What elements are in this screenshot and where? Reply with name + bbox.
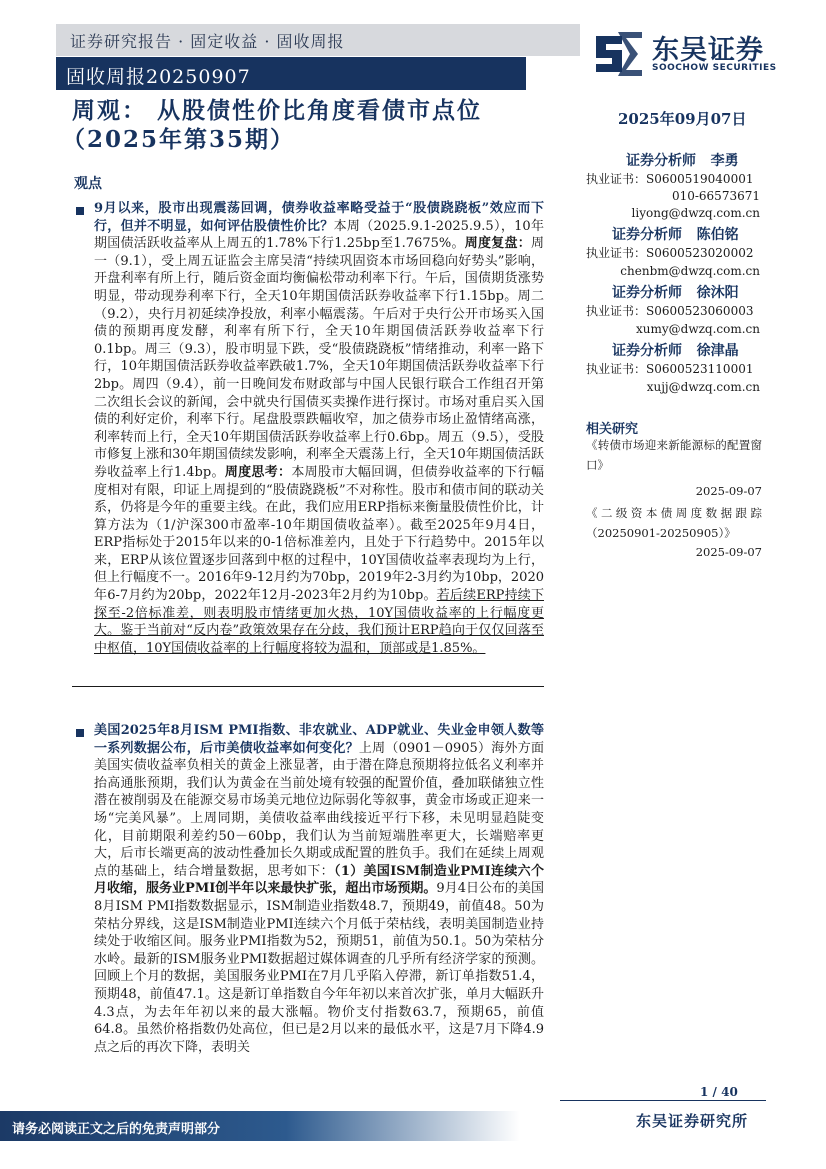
analyst-role: 证券分析师 bbox=[626, 153, 696, 169]
analyst-3-role-name bbox=[612, 282, 739, 302]
divider bbox=[72, 686, 544, 687]
paragraph-lead: 9月以来，股市出现震荡回调，债券收益率略受益于“股债跷跷板”效应而下行，但并不明显，如何评估股债性价比？ bbox=[94, 201, 544, 234]
paragraph-text: 本周股市大幅回调，但债券收益率的下行幅度相对有限，印证上周提到的“股债跷跷板”不对称性。股市和债市间的联动关系，仍将是今年的重要主线。在此，我们应用ERP指标来衡量股债性价比，计算方法为（1/沪深300市盈率-10年期国债收益率）。截至2025年9月4日，ERP指标处于2015年以来的0-1倍标准差内，且处于下行趋势中。2015年以来，ERP从该位置逐步回落到中枢的过程中，10Y国债收益率表现均为上行，但上行幅度不一。2016年9-12月约为70bp，2019年2-3月约为10bp，2020年6-7月约为20bp，2022年12月-2023年2月约为10bp。 bbox=[94, 464, 544, 604]
report-id-bar bbox=[56, 57, 526, 90]
footer-divider bbox=[560, 1100, 766, 1101]
disclaimer-text[interactable]: 请务必阅读正文之后的免责声明部分 bbox=[12, 1122, 221, 1137]
disclaimer-bar bbox=[0, 1111, 520, 1141]
paragraph-text: 周一（9.1），受上周五证监会主席吴清“持续巩固资本市场回稳向好势头”影响，开盘利率有所上行，随后资金面均衡偏松带动利率下行。午后，国债期货涨势明显，带动现券利率下行，全天10年期国债活跃券收益率下行1.15bp。周二（9.2），央行月初延续净投放，利率小幅震荡。午后对于央行公开市场买入国债的预期再度发酵，利率有所下行，全天10年期国债活跃券收益率下行0.1bp。周三（9.3），股市明显下跌，受“股债跷跷板”情绪推动，利率一路下行，10年期国债活跃券收益率跌破1.7%，全天10年期国债活跃券收益率下行2bp。周四（9.4），前一日晚间发布财政部与中国人民银行联合工作组召开第二次组长会议的新闻，会中就央行国债买卖操作进行探讨。市场对重启买入国债的利好定价，利率下行。尾盘股票跌幅收窄，加之债券市场止盈情绪高涨，利率转而上行，全天10年期国债活跃券收益率上行0.6bp。周五（9.5），受股市修复上涨和30年期国债续发影响，利率全天震荡上行，全天10年期国债活跃券收益率上行1.4bp。 bbox=[94, 236, 544, 480]
paragraph-text: 本周（2025.9.1-2025.9.5），10年期国债活跃收益率从上周五的1.78%下行1.25bp至1.7675%。 bbox=[94, 218, 544, 252]
analyst-name: 徐津晶 bbox=[696, 343, 739, 359]
analyst-4-email[interactable]: xujj@dwzq.com.cn bbox=[646, 380, 760, 394]
analyst-4-role-name bbox=[612, 340, 739, 360]
analyst-name: 徐沐阳 bbox=[696, 285, 739, 301]
bullet-icon bbox=[76, 729, 84, 737]
page-title: 周观： 从股债性价比角度看债市点位 bbox=[72, 97, 483, 124]
related-item-1-date: 2025-09-07 bbox=[695, 484, 762, 498]
analyst-2-role-name bbox=[612, 224, 739, 244]
related-item-2[interactable]: 《二级资本债周度数据跟踪（20250901-20250905）》 bbox=[586, 506, 762, 540]
analyst-1-license: 执业证书：S0600519040001 bbox=[586, 172, 754, 186]
analyst-role: 证券分析师 bbox=[612, 285, 682, 301]
logo-text-cn: 东吴证券 bbox=[652, 35, 764, 66]
paragraph-text: 9月4日公布的美国8月ISM PMI指数数据显示，ISM制造业指数48.7，预期49，前值48。50为荣枯分界线，这是ISM制造业PMI连续六个月低于荣枯线，表明美国制造业持续处于收缩区间。服务业PMI指数为52，预期51，前值为50.1。50为荣枯分水岭。最新的ISM服务业PMI数据超过媒体调查的几乎所有经济学家的预测。回顾上个月的数据，美国服务业PMI在7月几乎陷入停滞，新订单指数51.4，预期48，前值47.1。这是新订单指数自今年年初以来首次扩张，单月大幅跃升4.3点，为去年年初以来的最大涨幅。物价支付指数63.7，预期65，前值64.8。虽然价格指数仍处高位，但已是2月以来的最低水平，这是7月下降4.9点之后的再次下降，表明关 bbox=[94, 881, 544, 1055]
viewpoint-paragraph-2 bbox=[94, 722, 544, 1056]
breadcrumb-bar bbox=[56, 24, 580, 56]
analyst-role: 证券分析师 bbox=[612, 227, 682, 243]
analyst-2-license: 执业证书：S0600523020002 bbox=[586, 246, 754, 260]
analyst-role: 证券分析师 bbox=[612, 343, 682, 359]
related-item-2-date: 2025-09-07 bbox=[695, 545, 762, 559]
review-label: 周度复盘： bbox=[464, 236, 531, 252]
think-label: 周度思考： bbox=[224, 464, 292, 480]
analyst-1-phone: 010-66573671 bbox=[671, 189, 760, 203]
page-subtitle: （2025年第35期） bbox=[62, 126, 296, 153]
analyst-name: 李勇 bbox=[710, 153, 739, 169]
paragraph-lead: 美国2025年8月ISM PMI指数、非农就业、ADP就业、失业金申领人数等一系列数据公布，后市美债收益率如何变化？ bbox=[94, 723, 544, 756]
related-item-1[interactable]: 《转债市场迎来新能源标的配置窗口》 bbox=[586, 438, 762, 472]
conclusion-text: 若后续ERP持续下探至-2倍标准差，则表明股市情绪更加火热，10Y国债收益率的上行幅度更大。鉴于当前对“反内卷”政策效果存在分歧，我们预计ERP趋向于仅仅回落至中枢值，10Y国债收益率的上行幅度将较为温和，顶部或是1.85%。 bbox=[94, 588, 544, 656]
analyst-1-email[interactable]: liyong@dwzq.com.cn bbox=[631, 206, 760, 220]
analyst-3-email[interactable]: xumy@dwzq.com.cn bbox=[635, 322, 760, 336]
viewpoint-label: 观点 bbox=[74, 176, 102, 192]
logo-text-en: SOOCHOW SECURITIES bbox=[652, 63, 777, 73]
analyst-2-email[interactable]: chenbm@dwzq.com.cn bbox=[620, 264, 760, 278]
paragraph-text: 上周（0901－0905）海外方面美国实债收益率负相关的黄金上涨显著，由于潜在降息预期将拉低名义利率并抬高通胀预期，我们认为黄金在当前处境有较强的配置价值，叠加联储独立性潜在被削弱及在能源交易市场美元地位边际弱化等叙事，黄金市场或正迎来一场“完美风暴”。上周同期，美债收益率曲线接近平行下移，未见明显趋陡变化，目前期限利差约50－60bp，我们认为当前短端胜率更大，长端赔率更大，后市长端更高的波动性叠加长久期或成配置的胜负手。我们在延续上周观点的基础上，结合增量数据，思考如下： bbox=[94, 740, 544, 879]
breadcrumb: 证券研究报告 · 固定收益 · 固收周报 bbox=[70, 32, 345, 51]
report-id: 固收周报20250907 bbox=[66, 66, 251, 88]
viewpoint-paragraph-1 bbox=[94, 200, 544, 657]
analyst-1-role-name bbox=[626, 150, 739, 170]
related-research-title: 相关研究 bbox=[586, 422, 639, 437]
paragraph-bold: （1）美国ISM制造业PMI连续六个月收缩，服务业PMI创半年以来最快扩张，超出市场预期。 bbox=[94, 863, 544, 897]
footer-org: 东吴证券研究所 bbox=[636, 1112, 749, 1130]
page-number: 1 / 40 bbox=[700, 1085, 738, 1099]
bullet-icon bbox=[76, 207, 84, 215]
report-date: 2025年09月07日 bbox=[618, 110, 747, 128]
analyst-3-license: 执业证书：S0600523060003 bbox=[586, 304, 754, 318]
analyst-4-license: 执业证书：S0600523110001 bbox=[586, 362, 754, 376]
analyst-name: 陈伯铭 bbox=[696, 227, 739, 243]
